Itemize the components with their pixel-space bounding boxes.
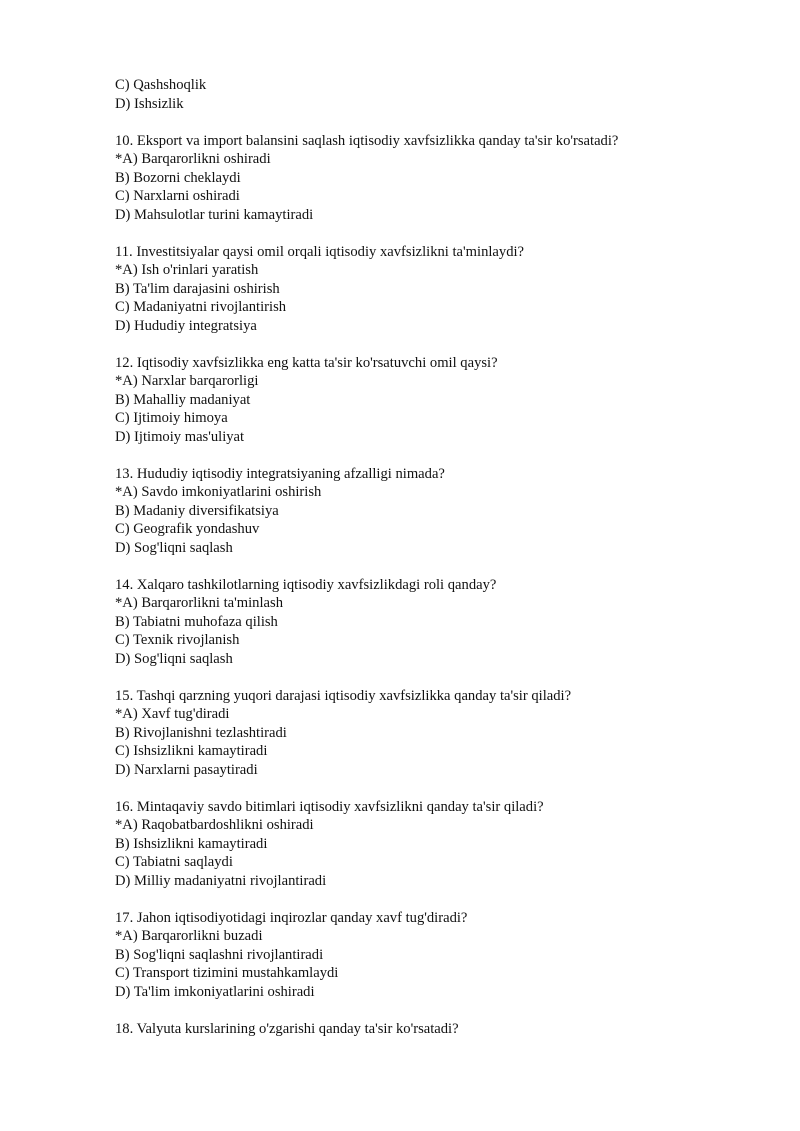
question-block	[115, 576, 755, 669]
spacer	[115, 668, 755, 687]
option: C) Narxlarni oshiradi	[115, 188, 240, 204]
option: *A) Barqarorlikni ta'minlash	[115, 595, 283, 611]
option: D) Ta'lim imkoniyatlarini oshiradi	[115, 983, 315, 1000]
spacer	[115, 335, 755, 354]
option: C) Texnik rivojlanish	[115, 632, 240, 648]
spacer	[115, 113, 755, 132]
question-block	[115, 798, 755, 891]
option: B) Madaniy diversifikatsiya	[115, 502, 279, 519]
option: *A) Ish o'rinlari yaratish	[115, 262, 259, 278]
option: D) Ishsizlik	[115, 95, 184, 112]
question-block	[115, 132, 755, 225]
option: *A) Narxlar barqarorligi	[115, 373, 259, 389]
option: B) Bozorni cheklaydi	[115, 169, 241, 186]
question-text: 12. Iqtisodiy xavfsizlikka eng katta ta'sir ko'rsatuvchi omil qaysi?	[115, 354, 498, 371]
question-text: 16. Mintaqaviy savdo bitimlari iqtisodiy xavfsizlikni qanday ta'sir qiladi?	[115, 798, 544, 815]
question-text: 18. Valyuta kurslarining o'zgarishi qanday ta'sir ko'rsatadi?	[115, 1020, 459, 1037]
option: *A) Barqarorlikni buzadi	[115, 928, 263, 944]
option: D) Ijtimoiy mas'uliyat	[115, 428, 245, 445]
question-block	[115, 909, 755, 1002]
option: *A) Xavf tug'diradi	[115, 706, 230, 722]
option: C) Geografik yondashuv	[115, 521, 260, 537]
option: *A) Raqobatbardoshlikni oshiradi	[115, 817, 314, 833]
option: D) Sog'liqni saqlash	[115, 539, 233, 556]
question-block	[115, 1020, 755, 1039]
question-block	[115, 354, 755, 447]
question-text: 10. Eksport va import balansini saqlash iqtisodiy xavfsizlikka qanday ta'sir ko'rsatadi?	[115, 132, 619, 149]
option: C) Ijtimoiy himoya	[115, 410, 228, 426]
option: D) Milliy madaniyatni rivojlantiradi	[115, 872, 327, 889]
option: B) Sog'liqni saqlashni rivojlantiradi	[115, 946, 324, 963]
question-text: 11. Investitsiyalar qaysi omil orqali iqtisodiy xavfsizlikni ta'minlaydi?	[115, 243, 525, 260]
question-text: 17. Jahon iqtisodiyotidagi inqirozlar qanday xavf tug'diradi?	[115, 909, 468, 926]
question-block	[115, 465, 755, 558]
option: D) Mahsulotlar turini kamaytiradi	[115, 206, 314, 223]
option: *A) Savdo imkoniyatlarini oshirish	[115, 484, 322, 500]
option: D) Hududiy integratsiya	[115, 317, 257, 334]
option: B) Ta'lim darajasini oshirish	[115, 280, 280, 297]
spacer	[115, 446, 755, 465]
option: *A) Barqarorlikni oshiradi	[115, 151, 271, 167]
option: C) Ishsizlikni kamaytiradi	[115, 743, 268, 759]
option: B) Tabiatni muhofaza qilish	[115, 613, 278, 630]
option: C) Tabiatni saqlaydi	[115, 854, 233, 870]
spacer	[115, 1001, 755, 1020]
option: D) Narxlarni pasaytiradi	[115, 761, 258, 778]
spacer	[115, 557, 755, 576]
spacer	[115, 779, 755, 798]
question-block	[115, 687, 755, 780]
question-text: 13. Hududiy iqtisodiy integratsiyaning afzalligi nimada?	[115, 465, 445, 482]
option: B) Ishsizlikni kamaytiradi	[115, 835, 268, 852]
document-page	[115, 76, 755, 1038]
spacer	[115, 224, 755, 243]
option: D) Sog'liqni saqlash	[115, 650, 233, 667]
option: C) Qashshoqlik	[115, 77, 207, 93]
question-text: 15. Tashqi qarzning yuqori darajasi iqtisodiy xavfsizlikka qanday ta'sir qiladi?	[115, 687, 572, 704]
option: B) Rivojlanishni tezlashtiradi	[115, 724, 287, 741]
spacer	[115, 890, 755, 909]
question-block	[115, 243, 755, 336]
question-text: 14. Xalqaro tashkilotlarning iqtisodiy xavfsizlikdagi roli qanday?	[115, 576, 497, 593]
option: C) Madaniyatni rivojlantirish	[115, 299, 287, 315]
option: C) Transport tizimini mustahkamlaydi	[115, 965, 339, 981]
option: B) Mahalliy madaniyat	[115, 391, 251, 408]
